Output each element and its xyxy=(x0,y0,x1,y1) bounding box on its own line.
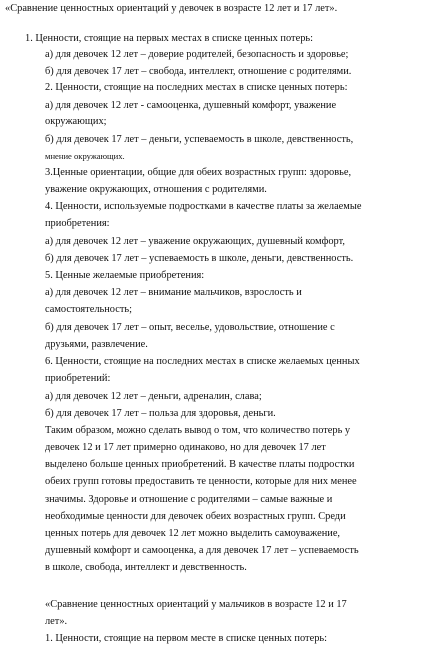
text-line: а) для девочек 12 лет – внимание мальчиков, взрослость и xyxy=(45,287,302,298)
text-line: б) для девочек 17 лет – свобода, интеллект, отношение с родителями. xyxy=(45,66,352,77)
text-line: б) для девочек 17 лет – польза для здоровья, деньги. xyxy=(45,408,276,419)
conclusion-line: значимы. Здоровье и отношение с родителями – самые важные и xyxy=(45,494,333,505)
text-line: б) для девочек 17 лет – успеваемость в школе, деньги, девственность. xyxy=(45,253,354,264)
text-line: а) для девочек 12 лет – доверие родителей, безопасность и здоровье; xyxy=(45,49,349,60)
conclusion-line: ценных потерь для девочек 12 лет можно выделить самоуважение, xyxy=(45,528,341,539)
text-line: друзьями, развлечение. xyxy=(45,339,148,350)
text-line: б) для девочек 17 лет – опыт, веселье, удовольствие, отношение с xyxy=(45,322,335,333)
text-line: а) для девочек 12 лет – деньги, адреналин, слава; xyxy=(45,391,262,402)
text-line: а) для девочек 12 лет - самооценка, душевный комфорт, уважение xyxy=(45,100,337,111)
list-item-heading: 1. Ценности, стоящие на первом месте в списке ценных потерь: xyxy=(45,633,328,644)
text-line: приобретения: xyxy=(45,218,110,229)
text-line: б) для девочек 17 лет – деньги, успеваемость в школе, девственность, xyxy=(45,134,354,145)
list-item-heading: 5. Ценные желаемые приобретения: xyxy=(45,270,205,281)
text-line: окружающих; xyxy=(45,116,107,127)
conclusion-line: душевный комфорт и самооценка, а для девочек 17 лет – успеваемость xyxy=(45,545,359,556)
conclusion-line: в школе, свобода, интеллект и девственность. xyxy=(45,562,247,573)
section-title: лет». xyxy=(45,616,68,627)
conclusion-line: девочек 12 и 17 лет примерно одинаково, но для девочек 17 лет xyxy=(45,442,326,453)
document-title: «Сравнение ценностных ориентаций у девочек в возрасте 12 лет и 17 лет». xyxy=(5,3,338,14)
conclusion-line: необходимые ценности для девочек обеих возрастных групп. Среди xyxy=(45,511,346,522)
text-line: мнение окружающих. xyxy=(45,151,125,161)
text-line: уважение окружающих, отношения с родителями. xyxy=(45,184,267,195)
conclusion-line: обеих групп готовы предоставить те ценности, которые для них менее xyxy=(45,476,357,487)
list-item-heading: 6. Ценности, стоящие на последних местах в списке желаемых ценных xyxy=(45,356,360,367)
list-item-heading: 2. Ценности, стоящие на последних местах в списке ценных потерь: xyxy=(45,82,348,93)
conclusion-line: Таким образом, можно сделать вывод о том, что количество потерь у xyxy=(45,425,351,436)
list-item-heading: 4. Ценности, используемые подростками в качестве платы за желаемые xyxy=(45,201,362,212)
list-item-heading: 1. Ценности, стоящие на первых местах в списке ценных потерь: xyxy=(25,33,314,44)
conclusion-line: выделено больше ценных приобретений. В качестве платы подростки xyxy=(45,459,355,470)
section-title: «Сравнение ценностных ориентаций у мальчиков в возрасте 12 и 17 xyxy=(45,599,347,610)
text-line: а) для девочек 12 лет – уважение окружающих, душевный комфорт, xyxy=(45,236,345,247)
text-line: приобретений: xyxy=(45,373,111,384)
text-line: самостоятельность; xyxy=(45,304,133,315)
list-item-heading: 3.Ценные ориентации, общие для обеих возрастных групп: здоровье, xyxy=(45,167,352,178)
